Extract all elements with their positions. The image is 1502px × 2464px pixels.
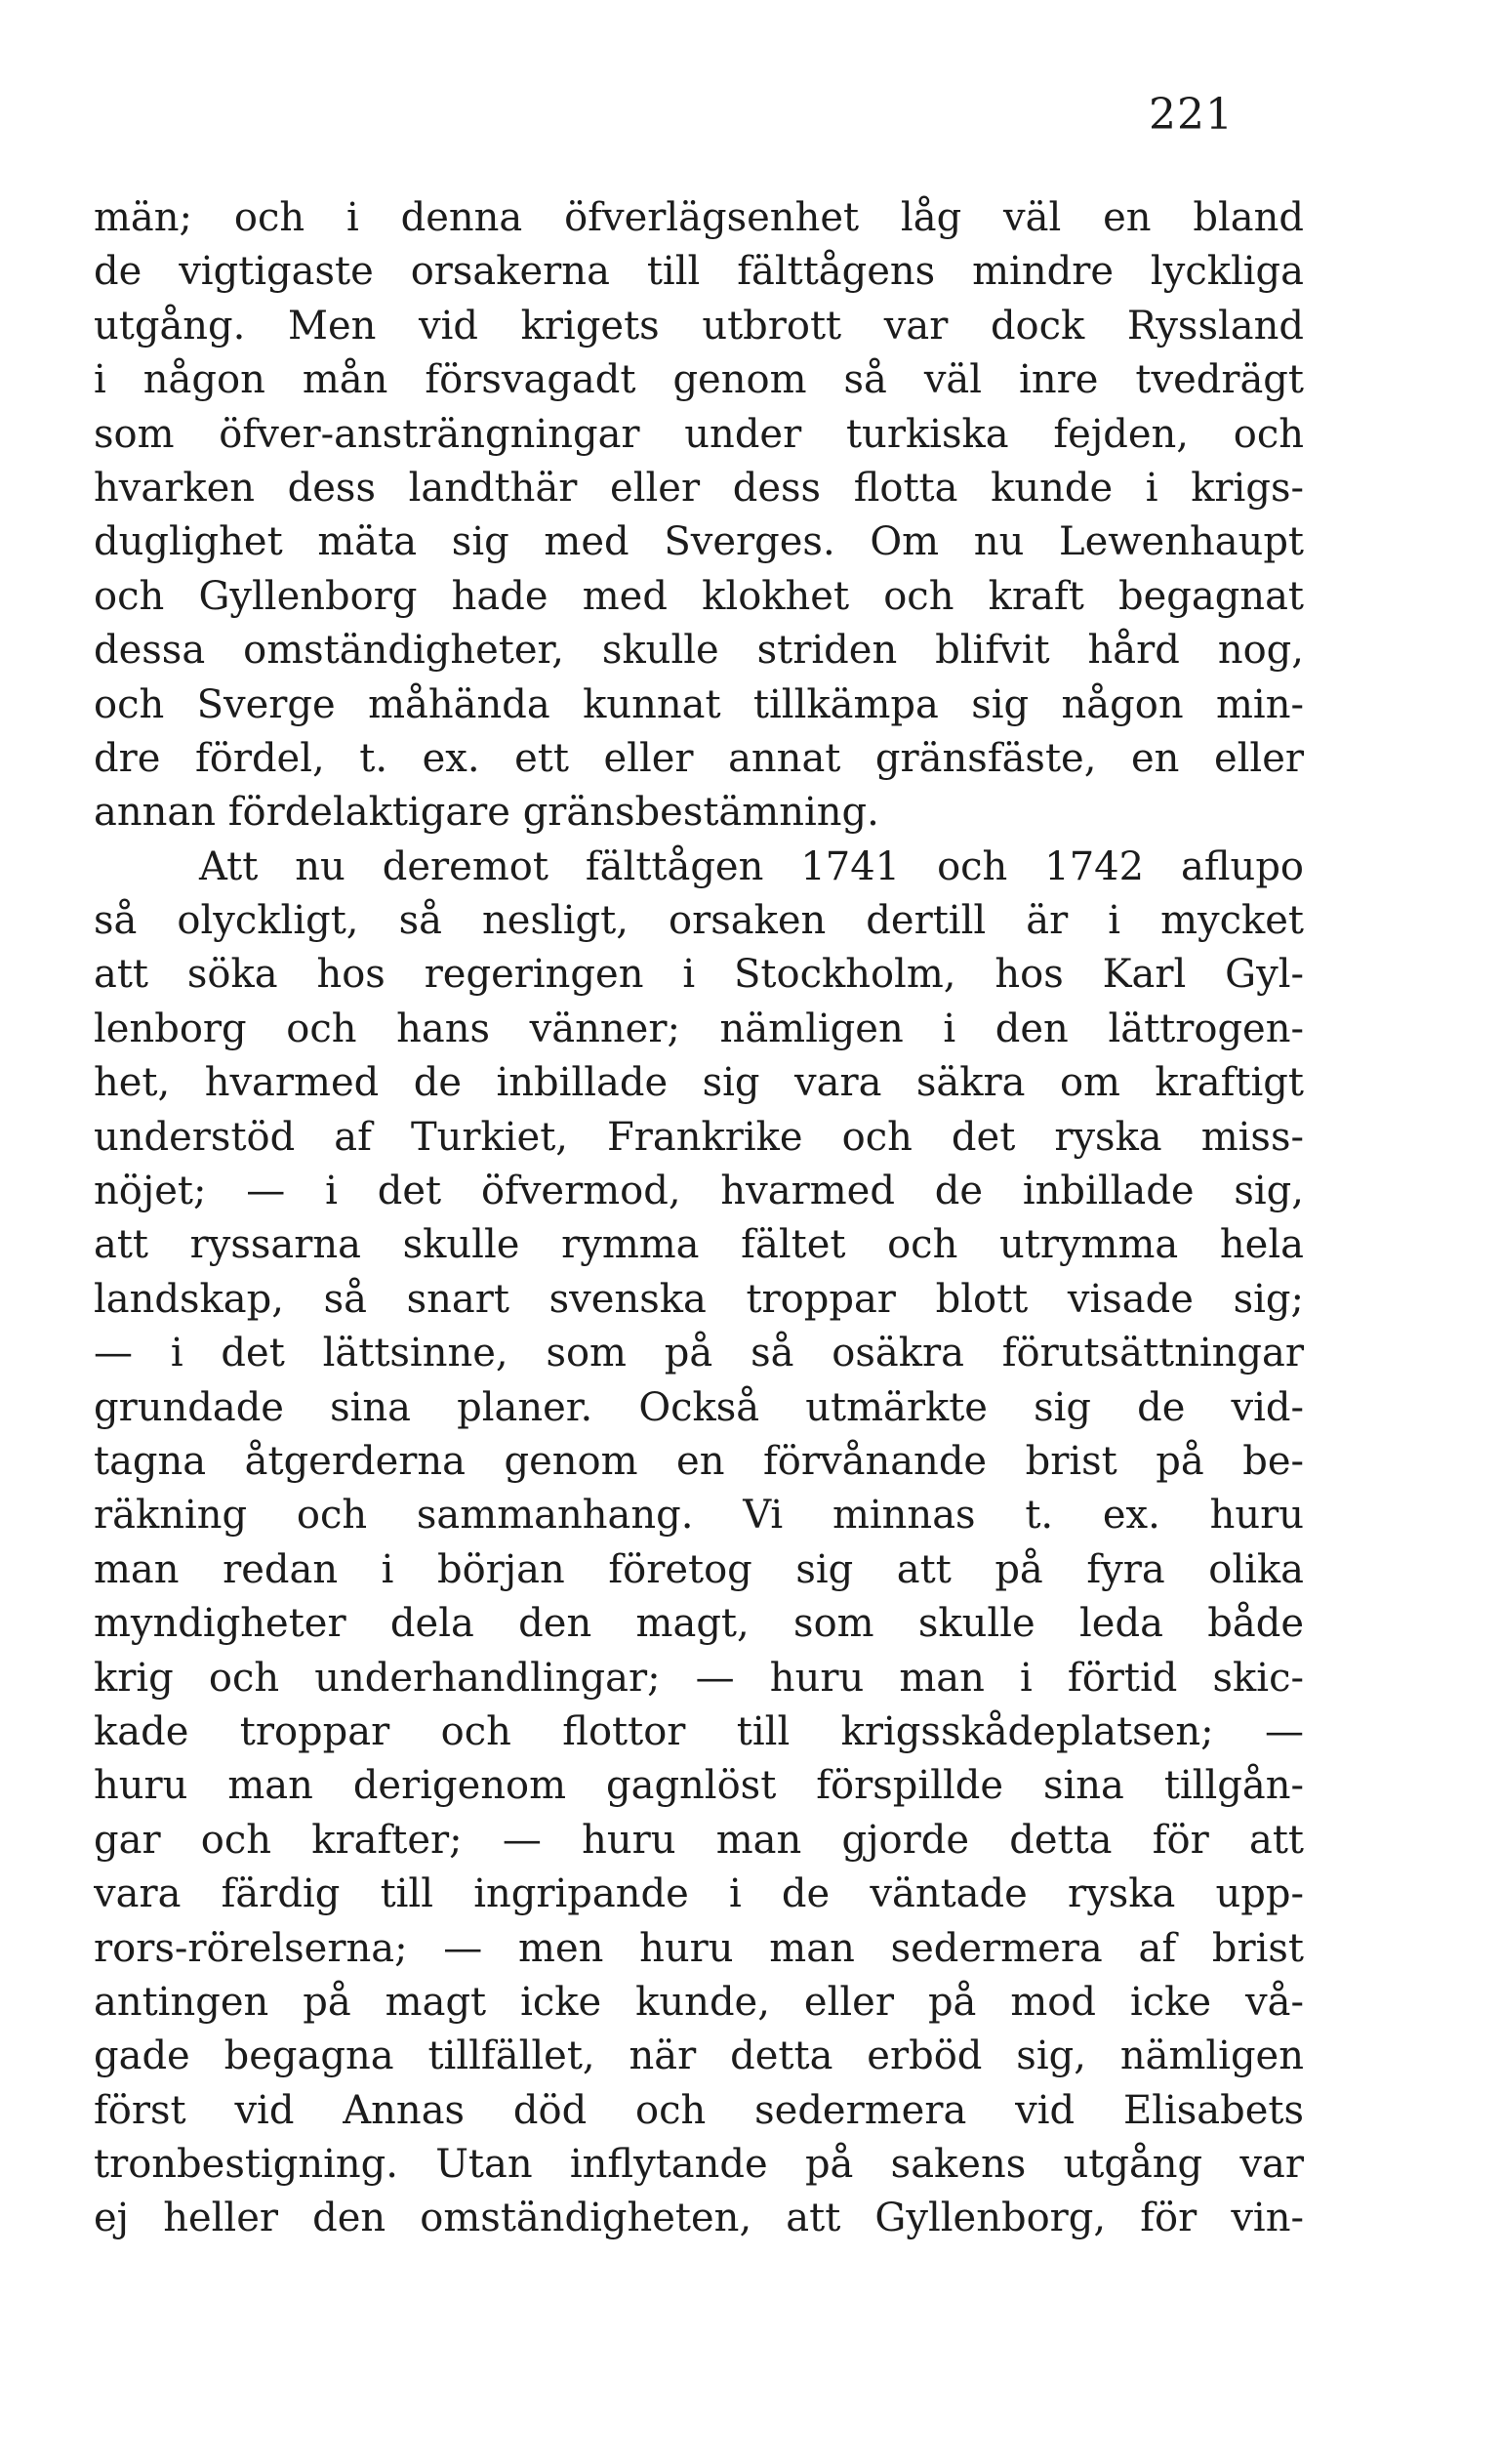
text-line: antingen på magt icke kunde, eller på mod icke vå- [94,1979,1304,2025]
text-line: utgång. Men vid krigets utbrott var dock Ryssland [94,303,1304,349]
text-line: i någon mån försvagadt genom så väl inre tvedrägt [94,357,1304,403]
text-line: tronbestigning. Utan inflytande på sakens utgång var [94,2142,1304,2188]
text-line: krig och underhandlingar; — huru man i förtid skic- [94,1655,1304,1701]
text-line: understöd af Turkiet, Frankrike och det ryska miss- [94,1114,1304,1160]
text-line: hvarken dess landthär eller dess flotta kunde i krigs- [94,465,1304,511]
text-line: rors-rörelserna; — men huru man sedermera af brist [94,1925,1304,1971]
body-text [94,191,1304,2246]
text-line: som öfver-ansträngningar under turkiska fejden, och [94,411,1304,457]
text-line: duglighet mäta sig med Sverges. Om nu Lewenhaupt [94,519,1304,565]
text-line: och Sverge måhända kunnat tillkämpa sig någon min- [94,681,1304,727]
text-line: män; och i denna öfverlägsenhet låg väl en bland [94,195,1304,240]
text-line: vara färdig till ingripande i de väntade ryska upp- [94,1871,1304,1917]
text-line: dessa omständigheter, skulle striden blifvit hård nog, [94,628,1304,674]
text-line: nöjet; — i det öfvermod, hvarmed de inbillade sig, [94,1169,1304,1214]
text-line: att söka hos regeringen i Stockholm, hos Karl Gyl- [94,952,1304,998]
text-line: het, hvarmed de inbillade sig vara säkra om kraftigt [94,1060,1304,1106]
text-line: — i det lättsinne, som på så osäkra förutsättningar [94,1331,1304,1376]
text-line: dre fördel, t. ex. ett eller annat gränsfäste, en eller [94,735,1304,781]
text-line: gade begagna tillfället, när detta erböd sig, nämligen [94,2033,1304,2079]
text-line: annan fördelaktigare gränsbestämning. [94,790,879,836]
text-line: räkning och sammanhang. Vi minnas t. ex. huru [94,1493,1304,1539]
text-line: huru man derigenom gagnlöst förspillde sina tillgån- [94,1763,1304,1809]
page-number: 221 [1149,90,1234,140]
text-line: kade troppar och flottor till krigsskådeplatsen; — [94,1708,1304,1754]
text-line: landskap, så snart svenska troppar blott visade sig; [94,1276,1304,1322]
text-line: först vid Annas död och sedermera vid Elisabets [94,2087,1304,2133]
text-line: så olyckligt, så nesligt, orsaken dertill är i mycket [94,898,1304,944]
text-line: de vigtigaste orsakerna till fälttågens mindre lyckliga [94,249,1304,295]
text-line: gar och krafter; — huru man gjorde detta för att [94,1817,1304,1863]
text-line: att ryssarna skulle rymma fältet och utrymma hela [94,1222,1304,1268]
text-line: ej heller den omständigheten, att Gyllenborg, för vin- [94,2196,1304,2241]
text-line: lenborg och hans vänner; nämligen i den lättrogen- [94,1006,1304,1051]
text-line: man redan i början företog sig att på fyra olika [94,1546,1304,1592]
text-line: tagna åtgerderna genom en förvånande brist på be- [94,1438,1304,1484]
text-line: grundade sina planer. Också utmärkte sig de vid- [94,1384,1304,1430]
text-line: myndigheter dela den magt, som skulle leda både [94,1601,1304,1647]
text-line: och Gyllenborg hade med klokhet och kraft begagnat [94,573,1304,619]
text-line: Att nu deremot fälttågen 1741 och 1742 aflupo [199,843,1304,889]
